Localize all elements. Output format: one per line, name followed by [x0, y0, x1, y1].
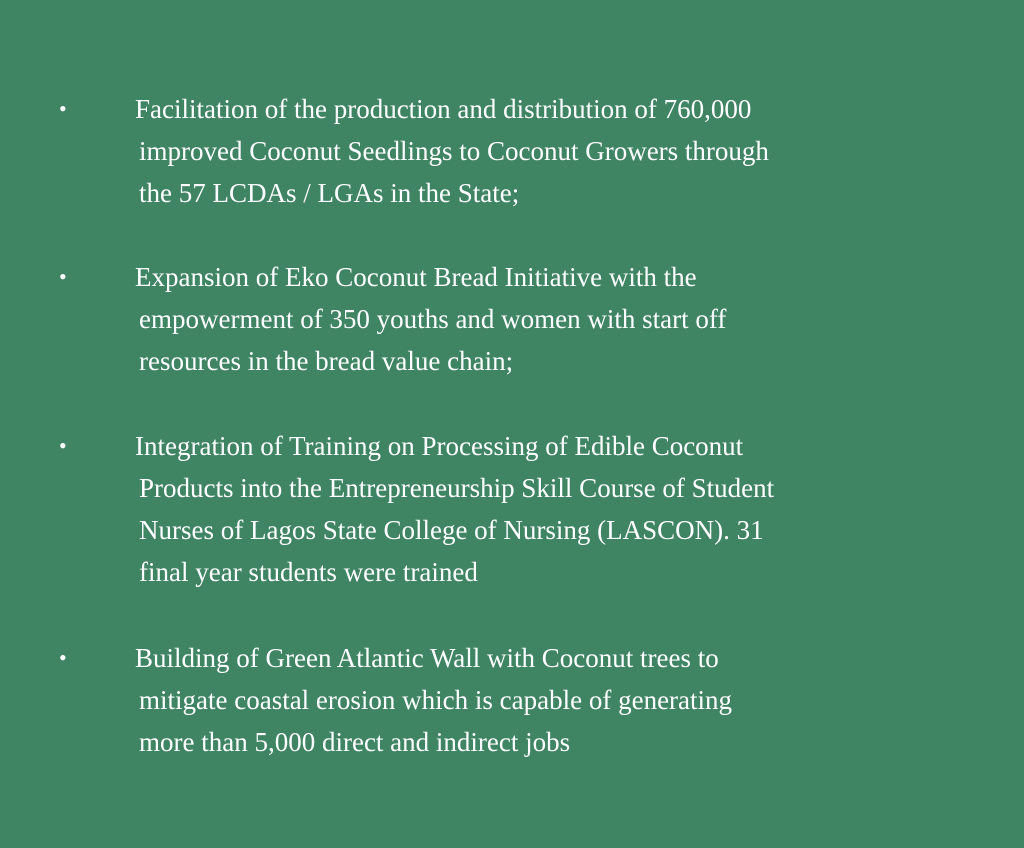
text-line: empowerment of 350 youths and women with start off — [139, 304, 727, 334]
bullet-icon: • — [59, 264, 67, 289]
bullet-icon: • — [59, 645, 67, 670]
text-line: Products into the Entrepreneurship Skill Course of Student — [139, 473, 775, 503]
text-line: the 57 LCDAs / LGAs in the State; — [139, 178, 520, 208]
text-line: Integration of Training on Processing of Edible Coconut — [135, 431, 744, 461]
text-line: Nurses of Lagos State College of Nursing (LASCON). 31 — [139, 515, 764, 545]
text-line: Expansion of Eko Coconut Bread Initiative with the — [135, 262, 697, 292]
text-line: Building of Green Atlantic Wall with Coconut trees to — [135, 643, 719, 673]
list-item-text — [135, 256, 875, 382]
text-line: Facilitation of the production and distribution of 760,000 — [135, 94, 752, 124]
text-line: final year students were trained — [139, 557, 478, 587]
text-line: improved Coconut Seedlings to Coconut Growers through — [139, 136, 769, 166]
text-line: more than 5,000 direct and indirect jobs — [139, 727, 571, 757]
list-item-text — [135, 425, 875, 593]
list-item-text — [135, 637, 875, 763]
bullet-icon: • — [59, 96, 67, 121]
bullet-icon: • — [59, 433, 67, 458]
text-line: mitigate coastal erosion which is capable of generating — [139, 685, 733, 715]
text-line: resources in the bread value chain; — [139, 346, 514, 376]
list-item-text — [135, 88, 875, 214]
